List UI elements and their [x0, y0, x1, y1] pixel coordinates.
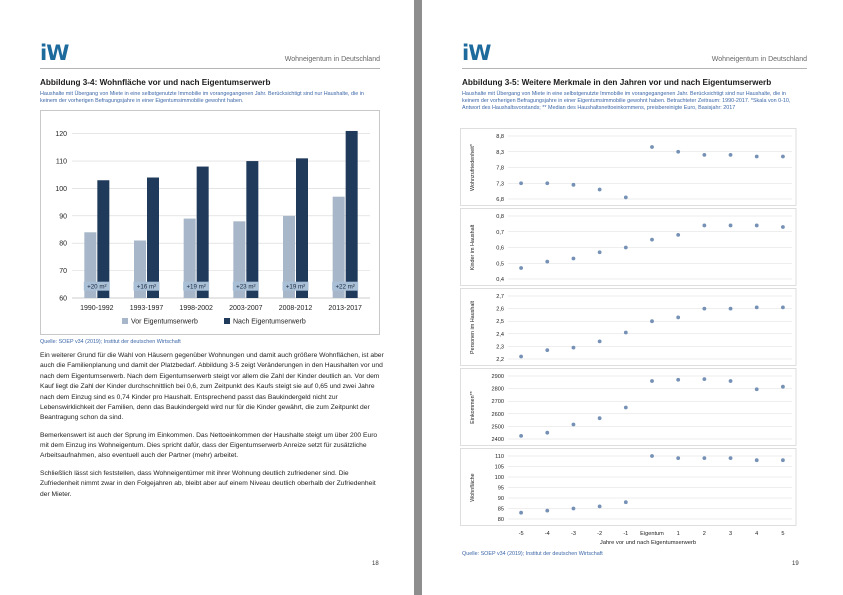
data-point: [624, 196, 628, 200]
panel-y-label: Kinder im Haushalt: [470, 224, 476, 271]
data-point: [519, 511, 523, 515]
legend-label: Vor Eigentumserwerb: [131, 318, 198, 326]
panel-y-label: Wohnzufriedenheit*: [470, 144, 476, 191]
data-point: [650, 319, 654, 323]
figure-caption: Haushalte mit Übergang von Miete in eine selbstgenutzte Immobilie im vorangegangenen Jahr. Berücksichtigt sind nur Haushalte, die in keinem der vorherigen Befragungsjahre in einer Eigentumsimmobilie gewohnt haben. Betrachteter Zeitraum: 1990-2017. *Skala von 0-10, Antwort des Haushaltsvorstands; ** Median des Haushaltsnettoeinkommens, preisbereinigte Euro, Basisjahr: 2017: [462, 91, 791, 112]
y-tick-label: 2500: [491, 424, 504, 431]
x-tick-label: 2013-2017: [328, 305, 362, 312]
difference-label: +22 m²: [335, 283, 355, 291]
data-point: [729, 153, 733, 157]
header-rule: [462, 68, 807, 69]
data-point: [598, 339, 602, 343]
data-point: [624, 331, 628, 335]
data-point: [781, 458, 785, 462]
data-point: [572, 183, 576, 187]
legend-label: Nach Eigentumserwerb: [233, 318, 306, 326]
data-point: [676, 456, 680, 460]
data-point: [519, 181, 523, 185]
difference-label: +19 m²: [285, 283, 306, 291]
y-tick-label: 8,8: [496, 134, 504, 140]
y-tick-label: 2900: [491, 374, 504, 380]
y-tick-label: 0,6: [496, 245, 504, 252]
panel: [461, 209, 797, 286]
figure-title: Abbildung 3-4: Wohnfläche vor und nach Eigentumserwerb: [40, 78, 271, 87]
y-tick-label: 80: [59, 240, 67, 248]
page-number: 19: [792, 561, 799, 567]
x-tick-label: -3: [570, 531, 576, 537]
panel: [461, 369, 797, 446]
x-tick-label: 2003-2007: [229, 305, 263, 312]
bar-after: [246, 161, 258, 298]
body-text: [40, 351, 385, 507]
data-point: [545, 260, 549, 264]
data-point: [572, 507, 576, 511]
data-point: [676, 150, 680, 154]
panel-y-label: Personen im Haushalt: [470, 300, 476, 355]
y-tick-label: 0,5: [496, 261, 504, 268]
scatter-panels-chart: [460, 128, 805, 548]
data-point: [755, 155, 759, 159]
y-tick-label: 110: [495, 454, 504, 460]
x-tick-label: -5: [518, 531, 524, 537]
data-point: [702, 153, 706, 157]
y-tick-label: 120: [55, 131, 67, 139]
data-point: [519, 434, 523, 438]
y-tick-label: 2700: [491, 399, 504, 406]
y-tick-label: 60: [59, 295, 67, 303]
y-tick-label: 80: [497, 517, 504, 523]
difference-label: +16 m²: [136, 283, 157, 291]
running-header: Wohneigentum in Deutschland: [711, 56, 807, 63]
data-point: [755, 387, 759, 391]
data-point: [572, 346, 576, 350]
bar-after: [296, 158, 308, 298]
data-point: [545, 431, 549, 435]
data-point: [676, 378, 680, 382]
data-point: [702, 377, 706, 381]
data-point: [781, 385, 785, 389]
data-point: [624, 246, 628, 250]
x-tick-label: 2: [702, 531, 706, 537]
source-note: Quelle: SOEP v34 (2019); Institut der deutschen Wirtschaft: [462, 551, 603, 557]
data-point: [781, 305, 785, 309]
x-tick-label: -2: [597, 531, 603, 537]
data-point: [676, 233, 680, 237]
y-tick-label: 2400: [491, 437, 504, 443]
panel-y-label: Wohnfläche: [470, 473, 476, 502]
y-tick-label: 2,7: [496, 294, 504, 300]
y-tick-label: 2,4: [496, 331, 504, 338]
data-point: [598, 416, 602, 420]
y-tick-label: 7,8: [496, 165, 504, 172]
legend-swatch: [122, 318, 128, 324]
data-point: [781, 225, 785, 229]
data-point: [624, 406, 628, 410]
data-point: [781, 155, 785, 159]
data-point: [650, 379, 654, 383]
x-tick-label: 1990-1992: [80, 305, 114, 312]
data-point: [650, 238, 654, 242]
y-tick-label: 100: [55, 185, 67, 193]
panel-frame: [461, 449, 797, 526]
y-tick-label: 6,8: [496, 197, 504, 203]
panel-frame: [461, 369, 797, 446]
y-tick-label: 0,7: [496, 229, 504, 236]
iw-logo: iW: [462, 41, 491, 65]
data-point: [729, 224, 733, 228]
y-tick-label: 8,3: [496, 149, 504, 156]
paragraph: Schließlich lässt sich feststellen, dass Wohneigentümer mit ihrer Wohnung deutlich zufriedener sind. Die Zufriedenheit nimmt zwar in den Folgejahren ab, bleibt aber auf einem Niveau deutlich oberhalb der Zufriedenheit der Mieter.: [40, 469, 376, 498]
panel: [461, 289, 797, 366]
y-tick-label: 7,3: [496, 181, 504, 188]
x-tick-label: 4: [755, 531, 759, 537]
data-point: [519, 266, 523, 270]
y-tick-label: 90: [59, 213, 67, 221]
data-point: [755, 458, 759, 462]
right-page: [422, 0, 843, 595]
data-point: [519, 355, 523, 359]
y-tick-label: 0,4: [496, 277, 504, 283]
x-tick-label: -1: [623, 531, 629, 537]
paragraph: Ein weiterer Grund für die Wahl von Häusern gegenüber Wohnungen und damit auch größere Wohnflächen, ist aber auch die Familienplanung und damit der Platzbedarf. Abbildung 3-5 zeigt Veränderungen in den Haushalten vor und nach dem Eigentumserwerb. Nach dem Eigentumserwerb steigt vor allem die Zahl der Kinder deutlich an. Vor dem Kauf liegt die Zahl der Kinder durchschnittlich bei 0,6, zum Zeitpunkt des Kaufs steigt sie auf 0,65 und zwei Jahre nach dem Einzug sind es 0,74 Kinder pro Haushalt. Entsprechend passt das Baukindergeld nicht zur Lebenswirklichkeit der Familien, denn das Baukindergeld wird nur für die Kinder gewährt, die zum Zeitpunkt der Beantragung schon da sind.: [40, 352, 384, 422]
y-tick-label: 105: [494, 464, 504, 471]
x-axis-label: Jahre vor und nach Eigentumserwerb: [599, 540, 697, 546]
iw-logo: iW: [40, 41, 69, 65]
data-point: [572, 423, 576, 427]
y-tick-label: 110: [55, 158, 67, 166]
data-point: [545, 509, 549, 513]
data-point: [702, 224, 706, 228]
data-point: [572, 257, 576, 261]
difference-label: +19 m²: [186, 283, 206, 291]
y-tick-label: 2600: [491, 411, 504, 418]
panel-frame: [461, 129, 797, 206]
x-tick-label: 3: [728, 531, 733, 537]
data-point: [755, 224, 759, 228]
data-point: [729, 379, 733, 383]
y-tick-label: 90: [497, 496, 504, 502]
data-point: [598, 505, 602, 509]
data-point: [598, 250, 602, 254]
running-header: Wohneigentum in Deutschland: [284, 56, 380, 63]
y-tick-label: 0,8: [496, 214, 504, 220]
x-tick-label: 5: [781, 531, 785, 537]
data-point: [545, 348, 549, 352]
difference-label: +23 m²: [236, 283, 256, 291]
y-tick-label: 95: [497, 485, 504, 492]
x-tick-label: 1998-2002: [179, 305, 213, 312]
x-tick-label: 1993-1997: [129, 305, 164, 312]
panel-frame: [461, 289, 797, 366]
bar-after: [346, 131, 358, 298]
y-tick-label: 2800: [491, 386, 504, 393]
difference-label: +20 m²: [87, 283, 107, 291]
data-point: [650, 454, 654, 458]
x-tick-label: -4: [544, 531, 550, 537]
figure-title: Abbildung 3-5: Weitere Merkmale in den Jahren vor und nach Eigentumserwerb: [462, 78, 772, 87]
data-point: [702, 456, 706, 460]
data-point: [545, 181, 549, 185]
y-tick-label: 2,5: [496, 319, 504, 326]
y-tick-label: 100: [494, 475, 504, 481]
x-tick-label: 2008-2012: [278, 305, 313, 312]
bar-after: [147, 178, 159, 298]
header-rule: [40, 68, 380, 69]
data-point: [702, 307, 706, 311]
data-point: [624, 500, 628, 504]
panel: [461, 129, 797, 206]
figure-caption: Haushalte mit Übergang von Miete in eine selbstgenutzte Immobilie im vorangegangenen Jahr. Berücksichtigt sind nur Haushalte, die in keinem der vorherigen Befragungsjahre in einer Eigentumsimmobilie gewohnt haben.: [40, 91, 364, 105]
paragraph: Bemerkenswert ist auch der Sprung im Einkommen. Das Nettoeinkommen der Haushalte steigt um über 200 Euro mit dem Einzug ins Wohneigentum. Dies spricht dafür, dass der Eigentumserwerb Anreize setzt für zusätzliche Arbeitsaufnahmen, also eventuell auch der Partner (mehr) arbeitet.: [40, 431, 378, 460]
bar-after: [97, 180, 109, 298]
data-point: [729, 456, 733, 460]
panel-y-label: Einkommen**: [470, 391, 476, 424]
y-tick-label: 2,3: [496, 344, 504, 351]
bar-chart: [40, 110, 380, 335]
y-tick-label: 85: [497, 506, 504, 513]
source-note: Quelle: SOEP v34 (2019); Institut der deutschen Wirtschaft: [40, 339, 181, 345]
data-point: [729, 307, 733, 311]
x-tick-label: Eigentum: [640, 531, 664, 537]
bar-after: [197, 167, 209, 298]
data-point: [598, 188, 602, 192]
x-tick-label: 1: [676, 531, 680, 537]
data-point: [650, 145, 654, 149]
data-point: [676, 316, 680, 320]
page-number: 18: [372, 561, 379, 567]
y-tick-label: 70: [59, 268, 67, 276]
data-point: [755, 305, 759, 309]
panel: [461, 449, 797, 526]
left-page: [0, 0, 414, 595]
panel-frame: [461, 209, 797, 286]
legend-swatch: [224, 318, 230, 324]
y-tick-label: 2,6: [496, 306, 504, 313]
y-tick-label: 2,2: [496, 357, 504, 363]
